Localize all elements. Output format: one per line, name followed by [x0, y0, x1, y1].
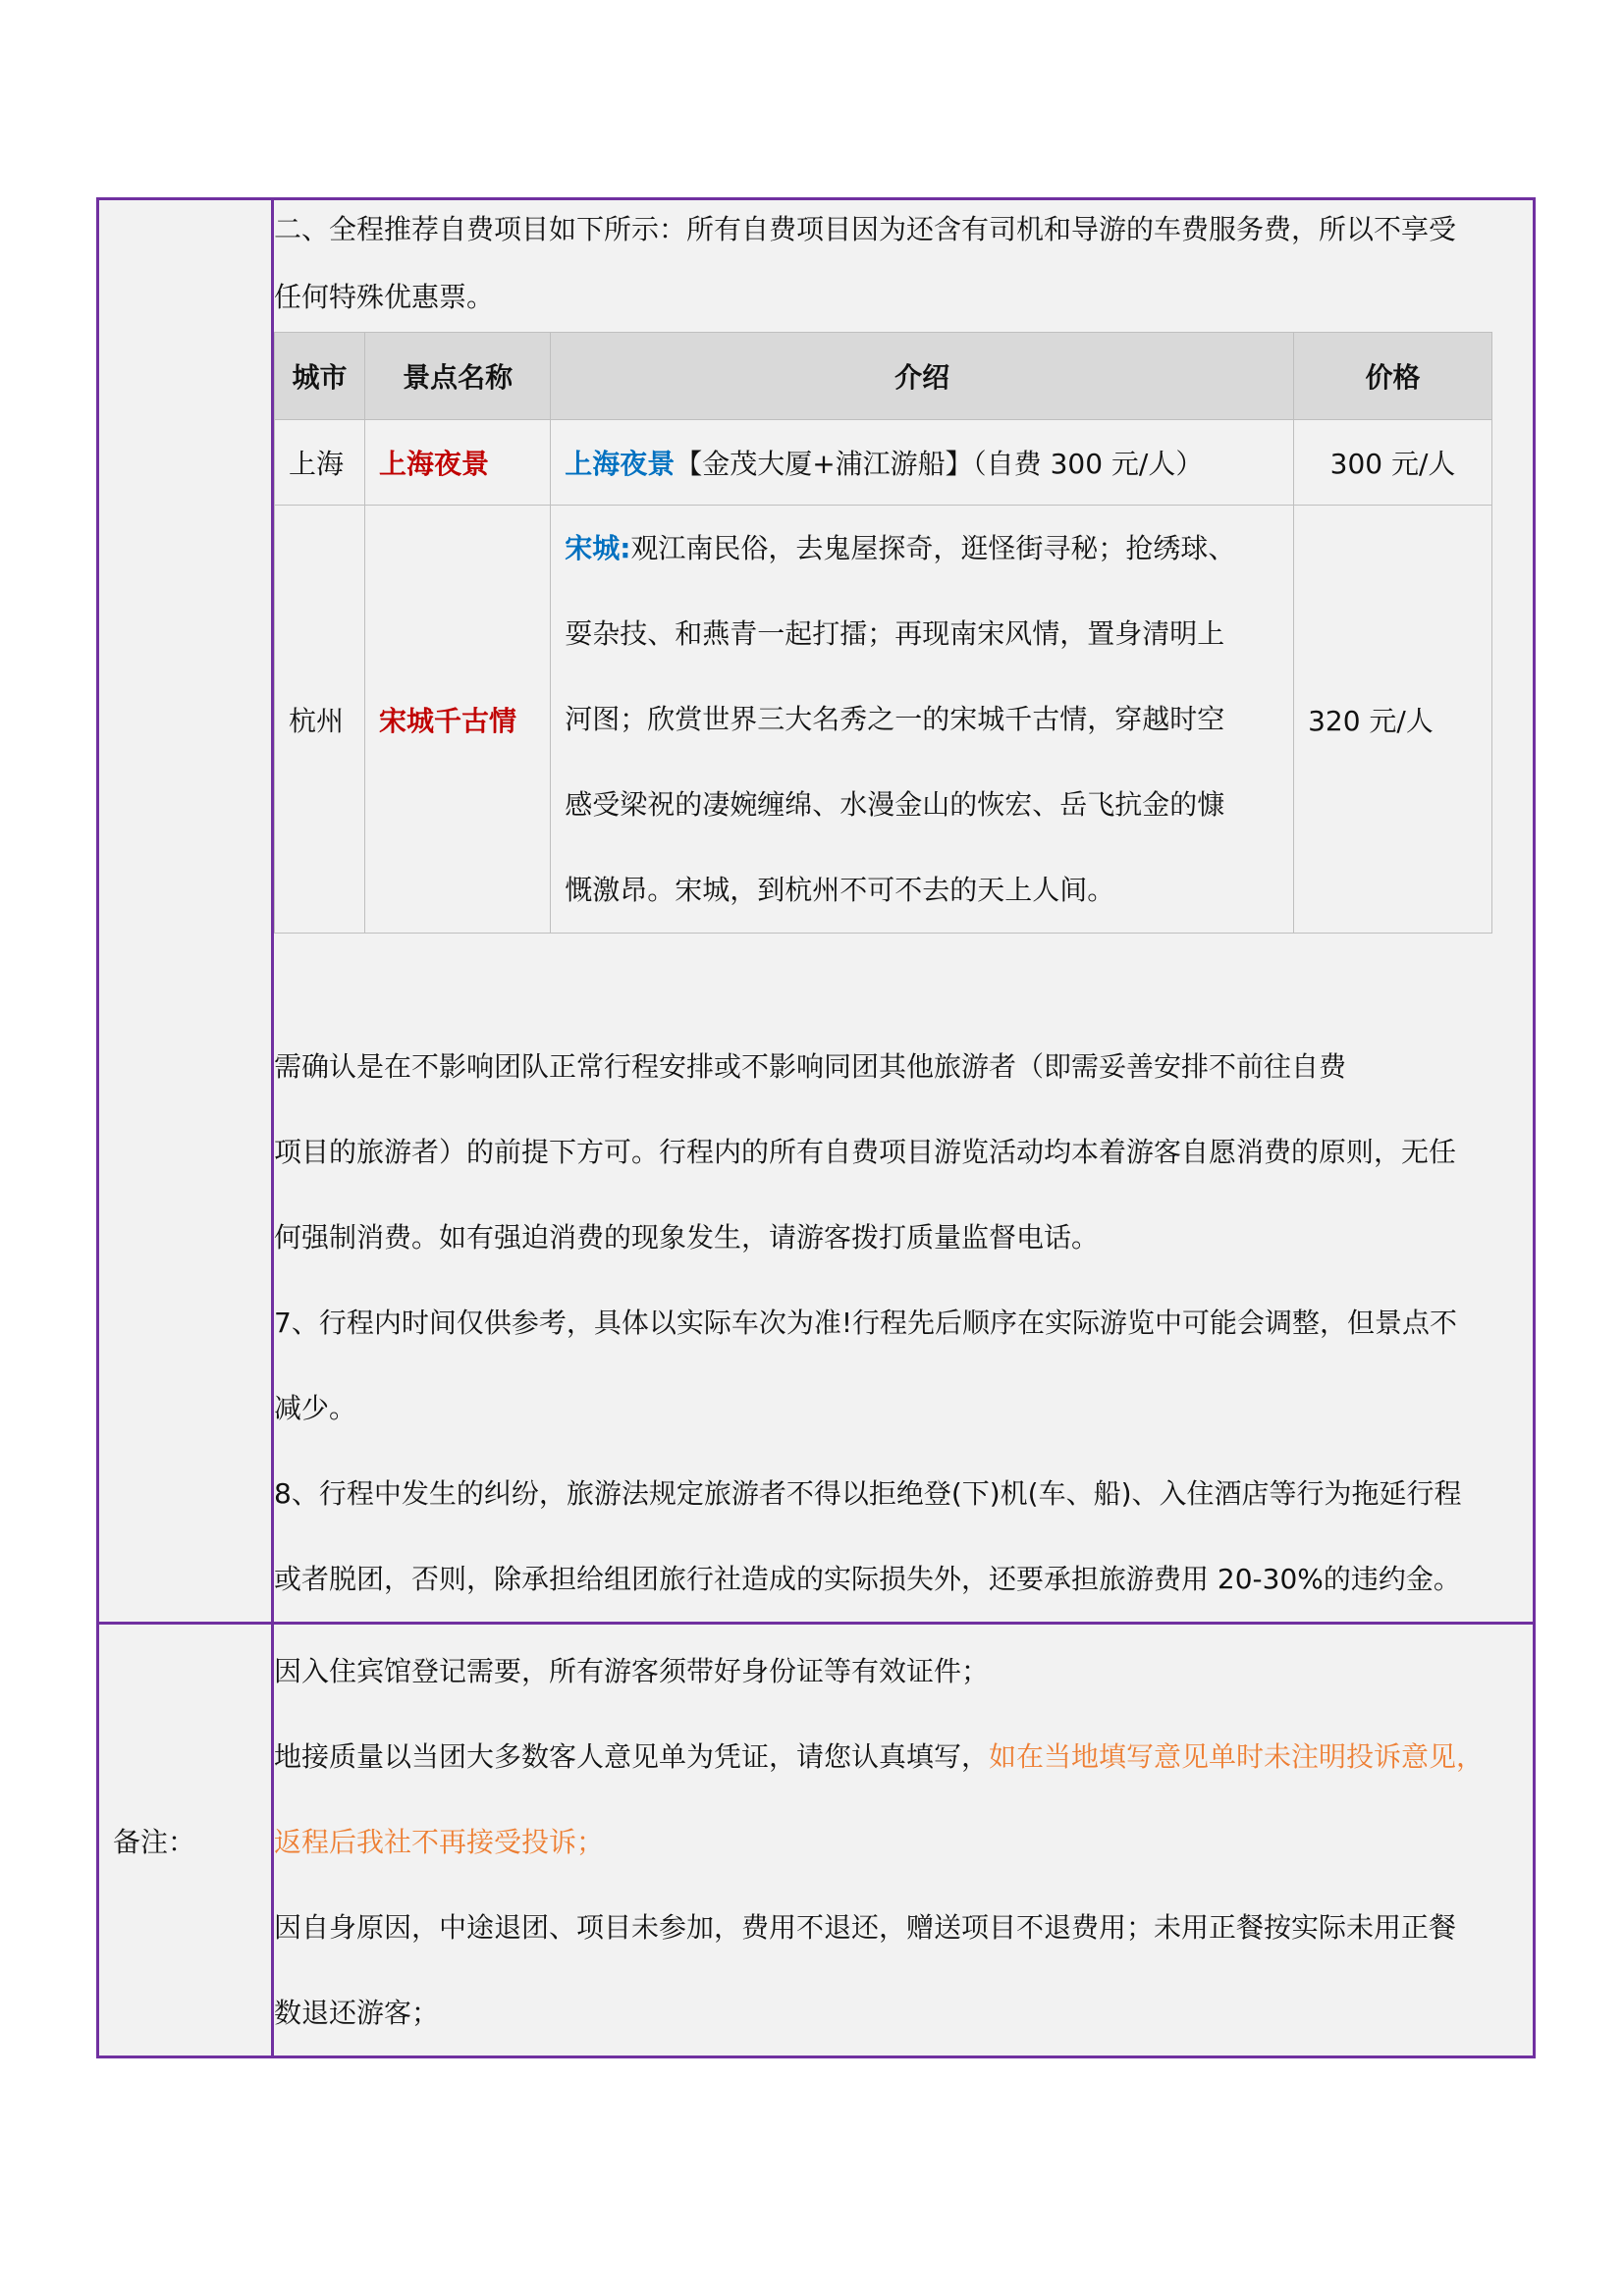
item8-line2: 或者脱团，否则，除承担给组团旅行社造成的实际损失外，还要承担旅游费用 20-30%的违约金。	[274, 1563, 1461, 1595]
table-row	[275, 420, 1492, 506]
remark-line2	[274, 1714, 1533, 1799]
item8-line1: 8、行程中发生的纠纷，旅游法规定旅游者不得以拒绝登(下)机(车、船)、入住酒店等行为拖延行程	[274, 1477, 1462, 1510]
intro-line: 耍杂技、和燕青一起打擂；再现南宋风情，置身清明上	[565, 617, 1225, 650]
table-row	[275, 506, 1492, 934]
confirm-line2: 项目的旅游者）的前提下方可。行程内的所有自费项目游览活动均本着游客自愿消费的原则，无任	[274, 1136, 1457, 1168]
self-pay-content	[273, 199, 1535, 1624]
remarks-label: 备注：	[113, 1825, 196, 1858]
item7-line1: 7、行程内时间仅供参考，具体以实际车次为准!行程先后顺序在实际游览中可能会调整，但景点不	[274, 1307, 1458, 1339]
confirm-line1: 需确认是在不影响团队正常行程安排或不影响同团其他旅游者（即需妥善安排不前往自费	[274, 1050, 1347, 1083]
spot-name-cell: 宋城千古情	[364, 506, 550, 934]
spot-name-cell: 上海夜景	[364, 420, 550, 506]
header-city: 城市	[275, 333, 365, 420]
city-cell: 上海	[275, 420, 365, 506]
intro-line: 慨激昂。宋城，到杭州不可不去的天上人间。	[565, 874, 1115, 906]
intro-highlight: 宋城:	[565, 532, 631, 564]
remark-line2-warning: 如在当地填写意见单时未注明投诉意见，	[989, 1740, 1485, 1773]
price-cell: 300 元/人	[1294, 420, 1492, 506]
remark-line5: 数退还游客；	[274, 1997, 440, 2029]
self-pay-row	[98, 199, 1535, 1624]
remarks-row	[98, 1624, 1535, 2057]
section-two-heading-line1: 二、全程推荐自费项目如下所示：所有自费项目因为还含有司机和导游的车费服务费，所以不享受	[274, 213, 1457, 245]
item7-line2: 减少。	[274, 1392, 357, 1424]
intro-cell	[551, 506, 1294, 934]
header-spot-name: 景点名称	[364, 333, 550, 420]
remarks-label-cell	[98, 1624, 273, 2057]
fee-table-header	[275, 333, 1492, 420]
spacer	[274, 934, 1533, 1024]
confirm-line3: 何强制消费。如有强迫消费的现象发生，请游客拨打质量监督电话。	[274, 1221, 1100, 1254]
header-intro: 介绍	[551, 333, 1294, 420]
remark-line1: 因入住宾馆登记需要，所有游客须带好身份证等有效证件；	[274, 1655, 990, 1687]
remark-line4: 因自身原因，中途退团、项目未参加，费用不退还，赠送项目不退费用；未用正餐按实际未用正餐	[274, 1911, 1457, 1944]
intro-line: 河图；欣赏世界三大名秀之一的宋城千古情，穿越时空	[565, 703, 1225, 735]
remark-line3-warning: 返程后我社不再接受投诉；	[274, 1826, 605, 1858]
intro-line: 感受梁祝的凄婉缠绵、水漫金山的恢宏、岳飞抗金的慷	[565, 788, 1225, 821]
header-price: 价格	[1294, 333, 1492, 420]
itinerary-table	[96, 197, 1536, 2058]
empty-label-cell	[98, 199, 273, 1624]
section-two-heading-line2: 任何特殊优惠票。	[274, 281, 495, 313]
intro-cell	[551, 420, 1294, 506]
self-pay-fee-table	[274, 332, 1492, 934]
remark-line2-normal: 地接质量以当团大多数客人意见单为凭证，请您认真填写，	[274, 1740, 990, 1773]
city-cell: 杭州	[275, 506, 365, 934]
intro-highlight: 上海夜景	[565, 448, 676, 480]
intro-text: 观江南民俗，去鬼屋探奇，逛怪街寻秘；抢绣球、	[630, 532, 1236, 564]
intro-line	[565, 506, 1279, 591]
remarks-content	[273, 1624, 1535, 2057]
price-cell: 320 元/人	[1294, 506, 1492, 934]
intro-text: 【金茂大厦+浦江游船】（自费 300 元/人）	[675, 448, 1204, 480]
